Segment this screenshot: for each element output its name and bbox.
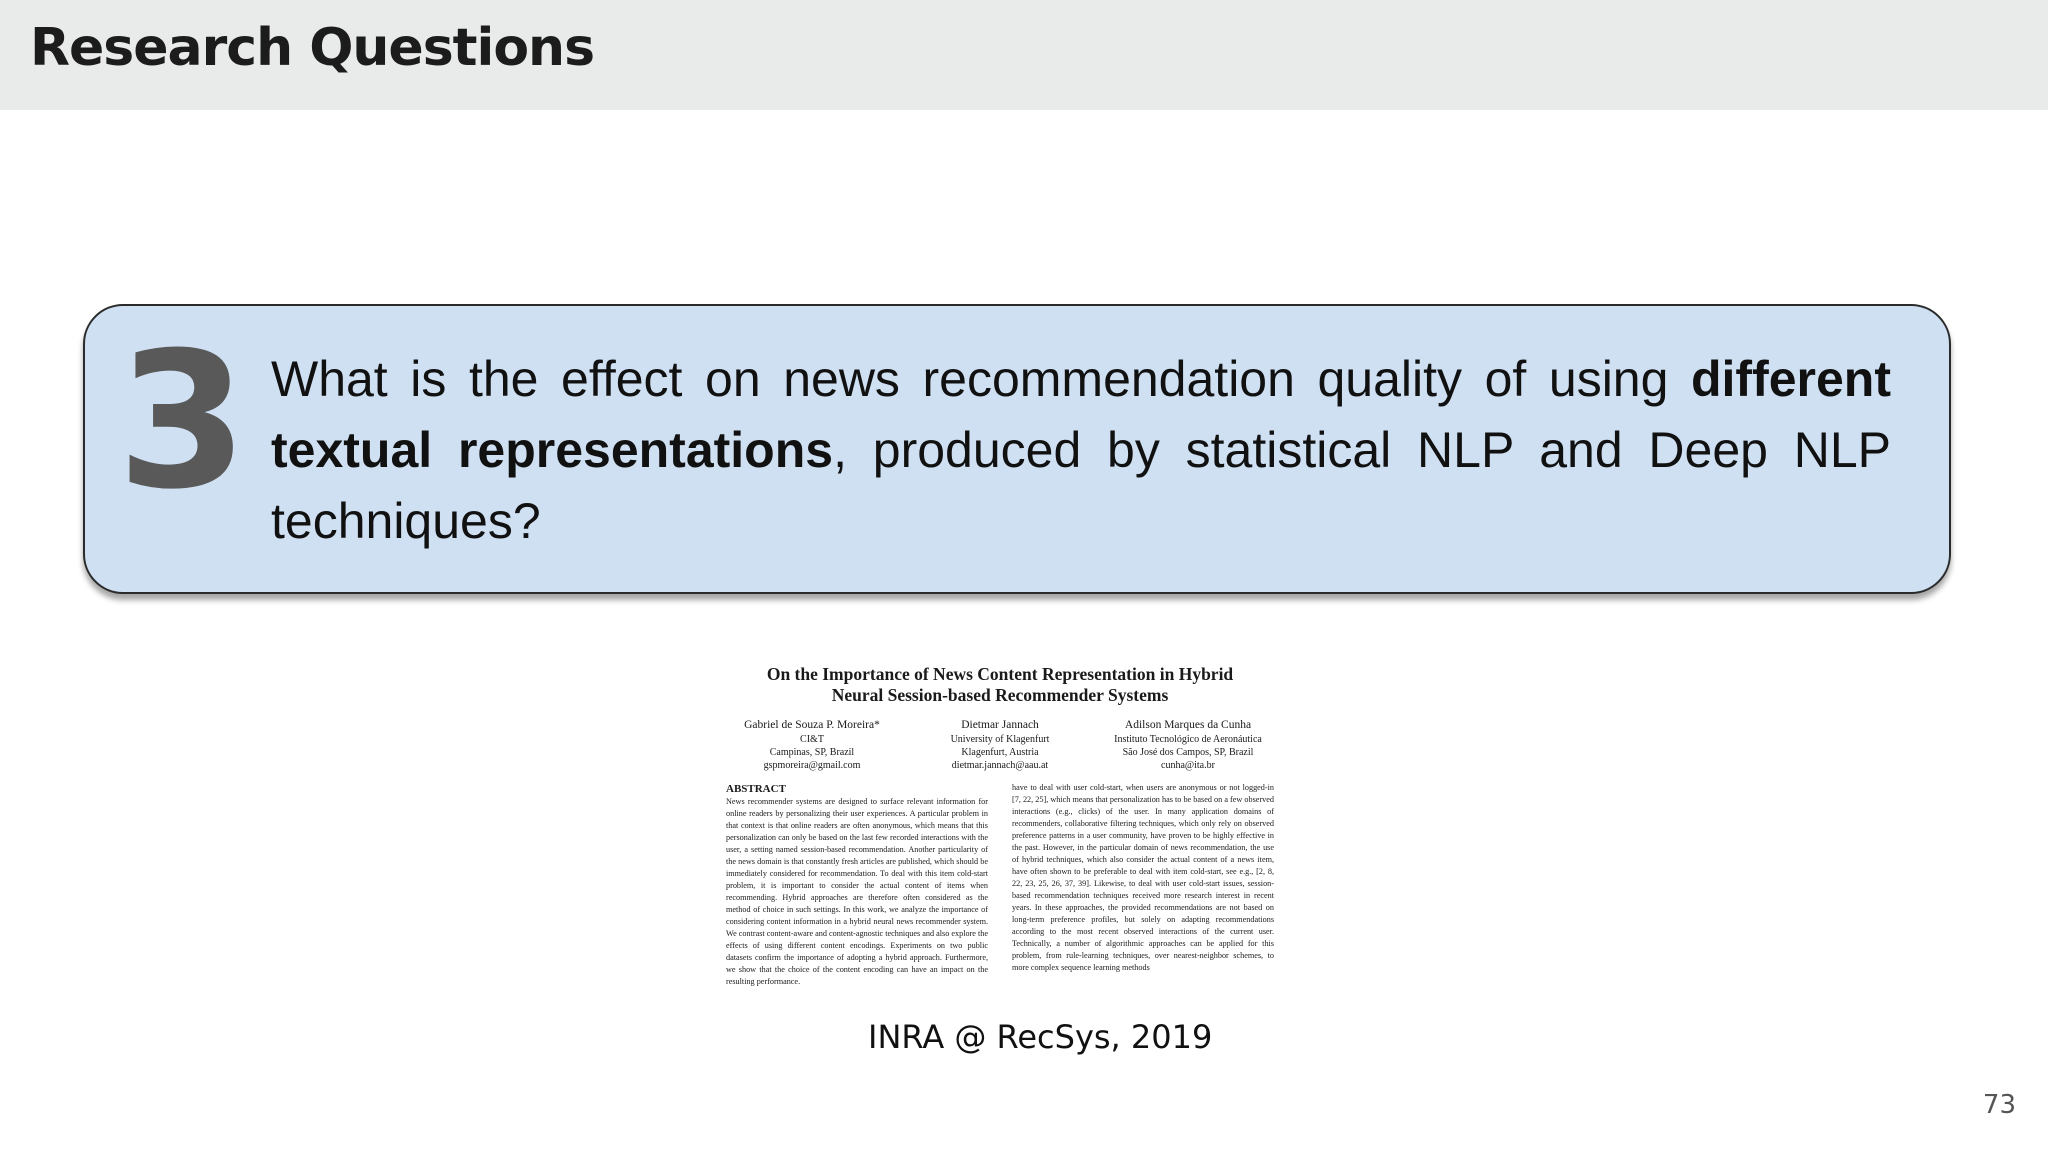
slide-title: Research Questions xyxy=(30,18,595,78)
author-location: Klagenfurt, Austria xyxy=(961,747,1039,758)
abstract-text: News recommender systems are designed to surface relevant information for online readers by personalizing their user experiences. A particular problem in that context is that online readers are often anonymous, which means that this personalization can only be based on the last few recorded interactions with the user, a setting named session-based recommendation. Another particularity of the news domain is that constantly fresh articles are published, which should be immediately considered for recommendation. To deal with this item cold-start problem, it is important to consider the actual content of items when recommending. Hybrid approaches are therefore often considered as the method of choice in such settings. In this work, we analyze the importance of considering content information in a hybrid neural news recommender system. We contrast content-aware and content-agnostic techniques and also explore the effects of using different content encodings. Experiments on two public datasets confirm the importance of adopting a hybrid approach. Furthermore, we show that the choice of the content encoding can have an impact on the resulting performance. xyxy=(726,797,988,986)
author-location: Campinas, SP, Brazil xyxy=(769,747,855,758)
question-text-bold: different textual representations xyxy=(271,351,1891,478)
author-affiliation: CI&T xyxy=(800,734,824,745)
paper-title-line2: Neural Session-based Recommender Systems xyxy=(831,685,1169,705)
question-number: 3 xyxy=(117,312,248,531)
caption-text: INRA @ RecSys, 2019 xyxy=(868,1018,1213,1056)
author-email: dietmar.jannach@aau.at xyxy=(951,760,1049,771)
question-text-start: What is the effect on news recommendation quality of using xyxy=(271,351,1691,407)
paper-left-column xyxy=(726,782,988,988)
author-location: São José dos Campos, SP, Brazil xyxy=(1122,747,1254,758)
author-name: Gabriel de Souza P. Moreira* xyxy=(744,719,880,731)
paper-excerpt-image xyxy=(718,660,1282,1012)
author-block xyxy=(906,718,1094,772)
question-text xyxy=(271,344,1891,557)
header-bar xyxy=(0,0,2048,110)
paper-title-line1: On the Importance of News Content Representation in Hybrid xyxy=(766,664,1234,684)
question-text-end: , produced by statistical NLP and Deep NLP techniques? xyxy=(271,422,1892,549)
author-affiliation: University of Klagenfurt xyxy=(950,734,1050,745)
author-name: Dietmar Jannach xyxy=(961,719,1039,731)
paper-authors xyxy=(718,718,1282,772)
research-question-box xyxy=(83,304,1951,594)
author-block xyxy=(1094,718,1282,772)
author-email: cunha@ita.br xyxy=(1161,760,1215,771)
author-block xyxy=(718,718,906,772)
author-affiliation: Instituto Tecnológico de Aeronáutica xyxy=(1114,734,1262,745)
paper-title xyxy=(718,664,1282,706)
abstract-heading: ABSTRACT xyxy=(726,783,786,795)
paper-body-columns xyxy=(726,782,1274,988)
paper-right-column: have to deal with user cold-start, when users are anonymous or not logged-in [7, 22, 25], which means that personalization has to be based on a few observed interactions (e.g., clicks) of the user. In many application domains of recommenders, collaborative filtering techniques, which only rely on observed preference patterns in a user community, have proven to be highly effective in the past. However, in the particular domain of news recommendation, the use of hybrid techniques, which also consider the actual content of a news item, have often shown to be preferable to deal with item cold-start, see e.g., [2, 8, 22, 23, 25, 26, 37, 39]. Likewise, to deal with user cold-start issues, session-based recommendation techniques received more research interest in recent years. In these approaches, the provided recommendations are not based on long-term preference profiles, but solely on adapting recommendations according to the most recent observed interactions of the current user. Technically, a number of algorithmic approaches can be applied for this problem, from rule-learning techniques, over nearest-neighbor schemes, to more complex sequence learning methods xyxy=(1012,783,1274,972)
page-number: 73 xyxy=(1982,1090,2016,1120)
author-email: gspmoreira@gmail.com xyxy=(763,760,861,771)
author-name: Adilson Marques da Cunha xyxy=(1124,719,1252,731)
